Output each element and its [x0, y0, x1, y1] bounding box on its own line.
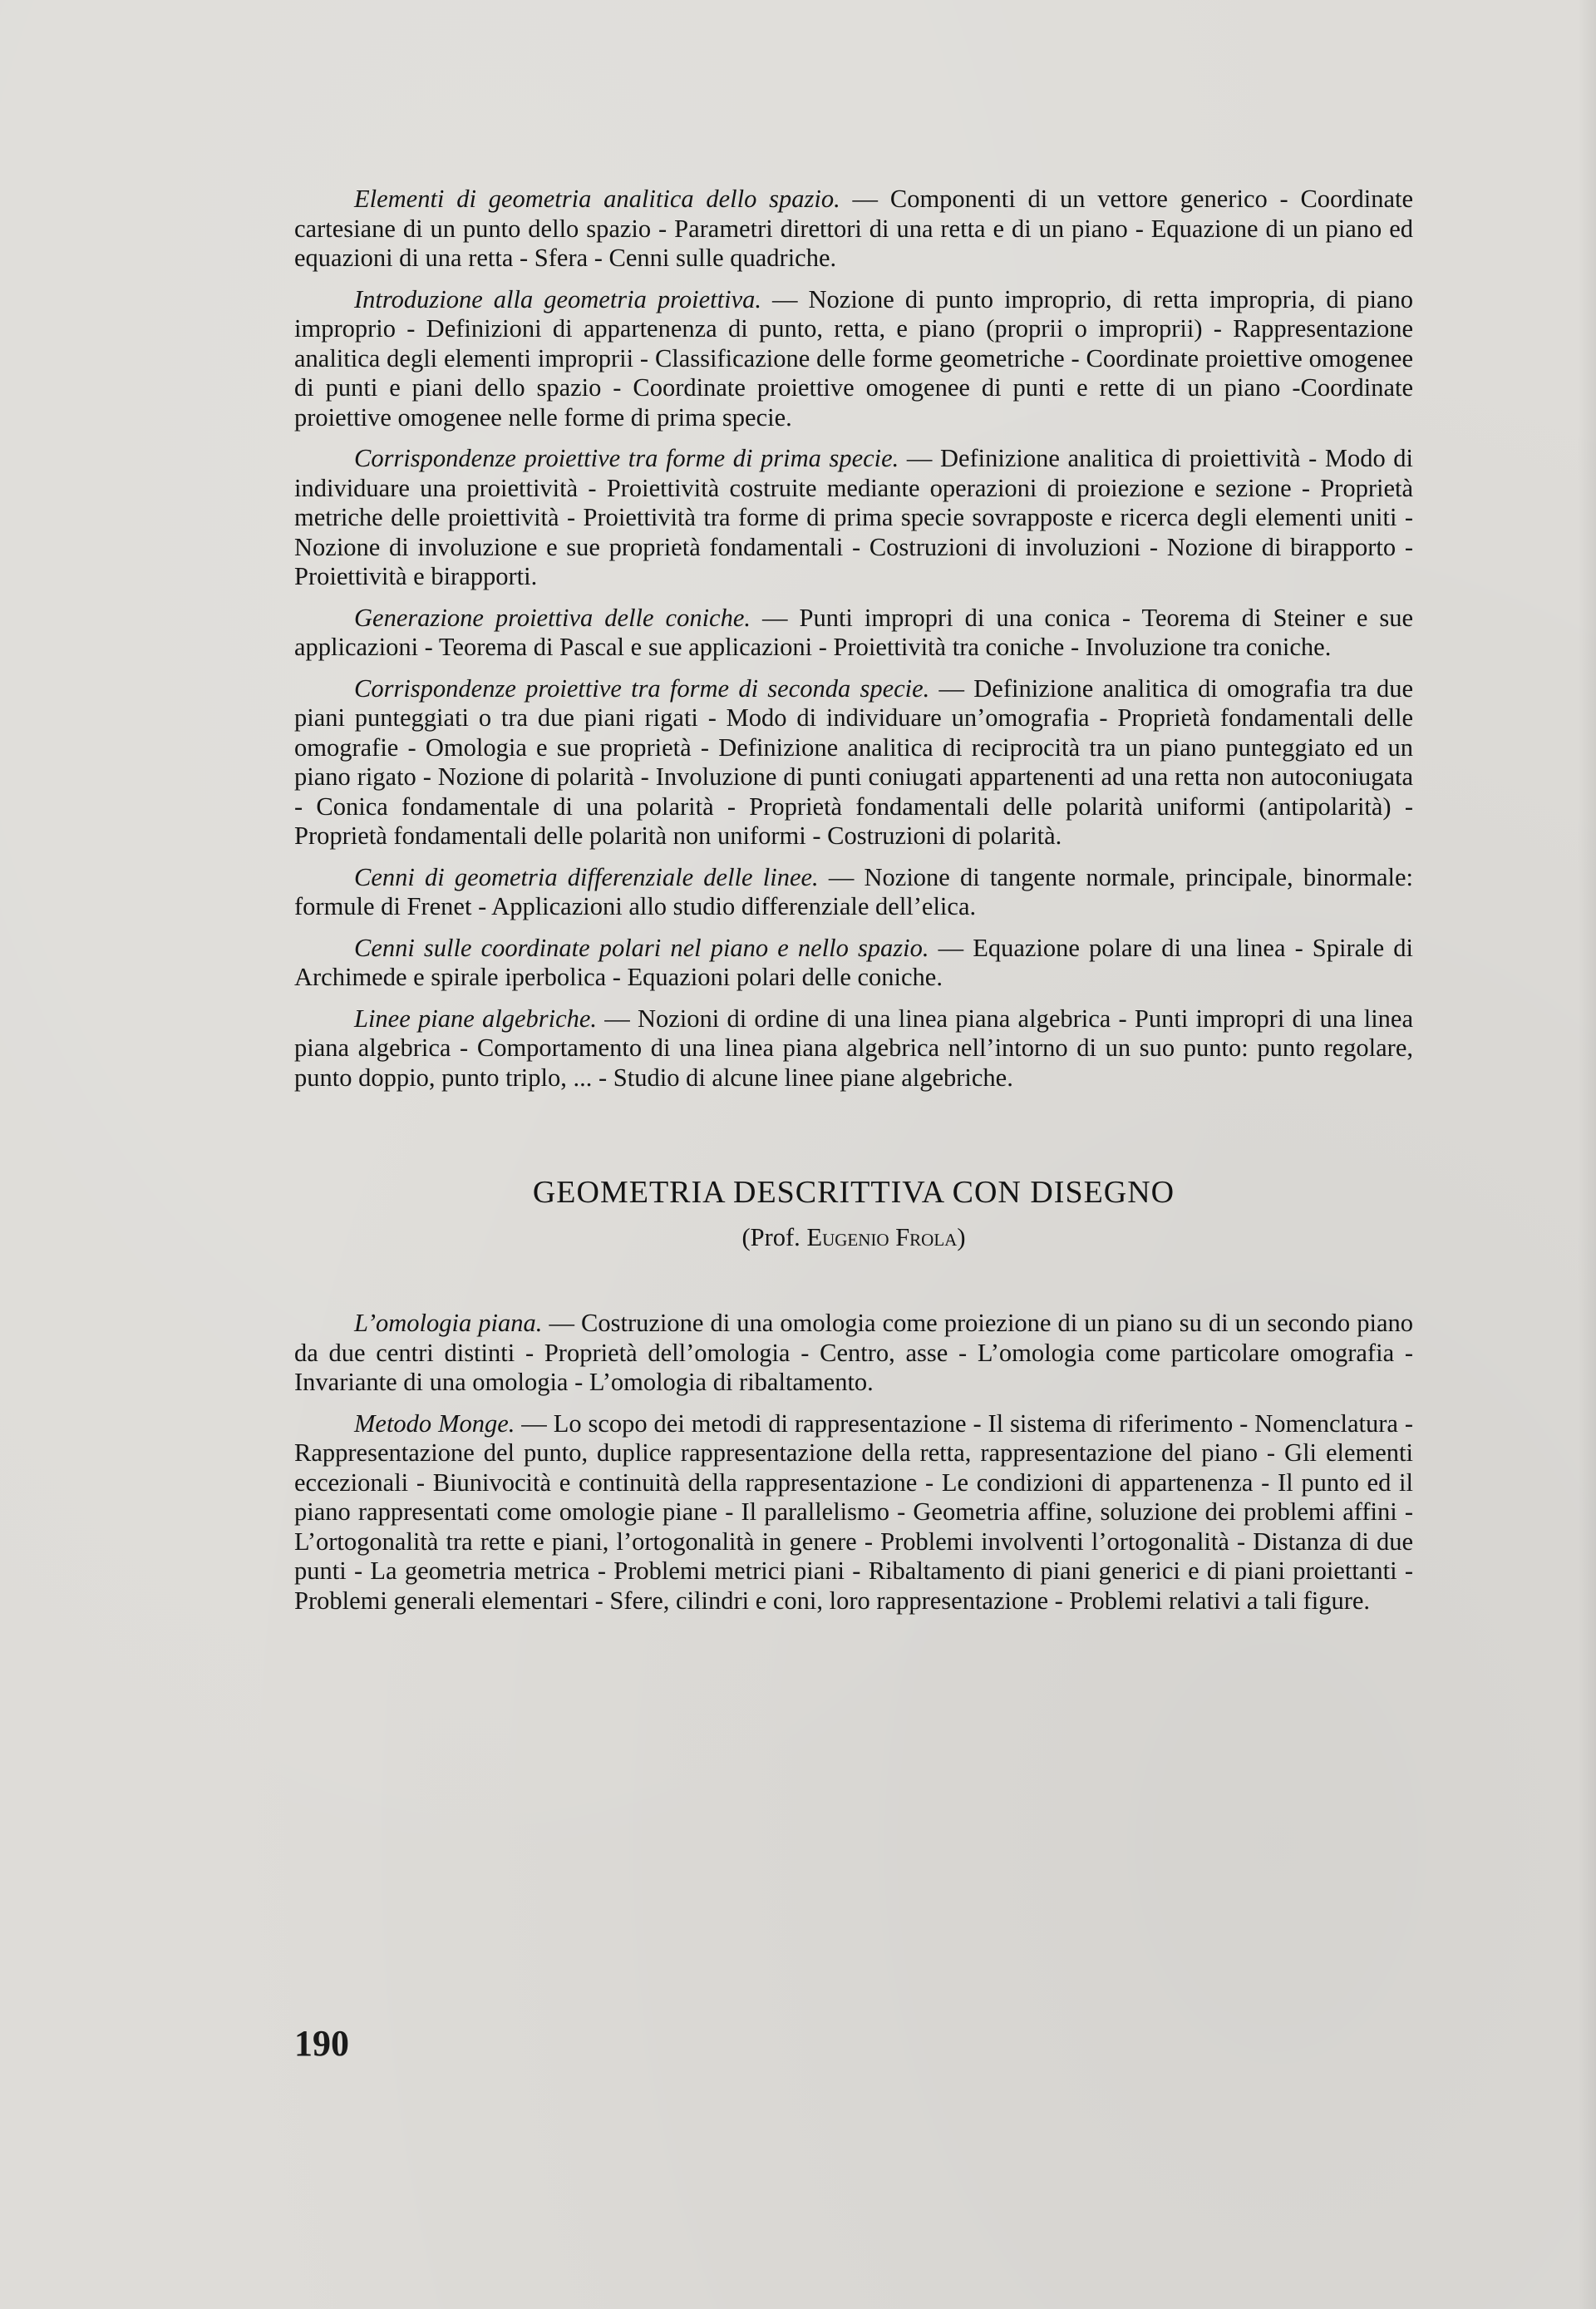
paragraph-body: Componenti di un vettore generico - Coordinate cartesiane di un punto dello spazio - Parametri direttori di una retta e di un piano - Equazione di un piano ed equazioni di una retta - Sfera - Cenni sulle quadriche.	[294, 185, 1413, 272]
paragraph-heading: Elementi di geometria analitica dello spazio.	[354, 185, 840, 213]
paragraph-heading: L’omologia piana.	[354, 1309, 543, 1337]
paragraph-body: Punti impropri di una conica - Teorema di Steiner e sue applicazioni - Teorema di Pascal e sue applicazioni - Proiettività tra coniche - Involuzione tra coniche.	[294, 603, 1414, 661]
paragraph-body: Nozione di punto improprio, di retta impropria, di piano improprio - Definizioni di appartenenza di punto, retta, e piano (proprii o improprii) - Rappresentazione analitica degli elementi improprii - Classificazione delle forme geometriche - Coordinate proiettive omogenee di punti e piani dello spazio - Coordinate proiettive omogenee di punti e rette di un piano -Coordinate proiettive omogenee nelle forme di prima specie.	[294, 284, 1414, 432]
paragraph-analytic-geometry	[294, 185, 1413, 274]
separator: —	[751, 603, 800, 632]
paragraph-body: Equazione polare di una linea - Spirale di Archimede e spirale iperbolica - Equazioni polari delle coniche.	[294, 933, 1413, 991]
page-text	[294, 185, 1413, 1627]
paragraph-body: Definizione analitica di omografia tra due piani punteggiati o tra due piani rigati - Modo di individuare un’omografia - Proprietà fondamentali delle omografie - Omologia e sue proprietà - Definizione analitica di reciprocità tra un piano punteggiato ed un piano rigato - Nozione di polarità - Involuzione di punti coniugati appartenenti ad una retta non autoconiugata - Conica fondamentale di una polarità - Proprietà fondamentali delle polarità uniformi (antipolarità) - Proprietà fondamentali delle polarità non uniformi - Costruzioni di polarità.	[294, 673, 1413, 850]
professor-last-name: Frola	[895, 1223, 958, 1251]
paragraph-body: Nozioni di ordine di una linea piana algebrica - Punti impropri di una linea piana algebrica - Comportamento di una linea piana algebrica nell’intorno di un suo punto: punto regolare, punto doppio, punto triplo, ... - Studio di alcune linee piane algebriche.	[294, 1004, 1413, 1092]
paragraph-heading: Cenni di geometria differenziale delle linee.	[354, 862, 819, 891]
separator: —	[542, 1309, 582, 1337]
section-title: GEOMETRIA DESCRITTIVA CON DISEGNO	[532, 1175, 1175, 1210]
paragraph-body: Lo scopo dei metodi di rappresentazione - Il sistema di riferimento - Nomenclatura - Rappresentazione del punto, duplice rappresentazione della retta, rappresentazione del piano - Gli elementi eccezionali - Biunivocità e continuità della rappresentazione - Le condizioni di appartenenza - Il punto ed il piano rappresentati come omologie piane - Il parallelismo - Geometria affine, soluzione dei problemi affini - L’ortogonalità tra rette e piani, l’ortogonalità in genere - Problemi involventi l’ortogonalità - Distanza di due punti - La geometria metrica - Problemi metrici piani - Ribaltamento di piani generici e di piani proiettanti - Problemi generali elementari - Sfere, cilindri e coni, loro rappresentazione - Problemi relativi a tali figure.	[294, 1409, 1413, 1615]
professor-suffix: )	[957, 1223, 966, 1251]
professor-first-name: Eugenio	[806, 1223, 889, 1251]
paragraph-differential-geometry	[294, 863, 1413, 922]
separator: —	[597, 1004, 638, 1033]
page-number: 190	[294, 2023, 349, 2064]
separator: —	[515, 1409, 554, 1438]
paragraph-body: Nozione di tangente normale, principale, binormale: formule di Frenet - Applicazioni allo studio differenziale dell’elica.	[294, 862, 1413, 920]
paragraph-first-species	[294, 444, 1413, 592]
separator: —	[840, 185, 890, 213]
paragraph-conics	[294, 604, 1413, 663]
paragraph-polar-coordinates	[294, 934, 1413, 993]
paragraph-heading: Introduzione alla geometria proiettiva.	[354, 284, 761, 313]
separator: —	[761, 284, 809, 313]
separator: —	[818, 862, 864, 891]
professor-prefix: (Prof.	[741, 1223, 807, 1251]
paragraph-body: Definizione analitica di proiettività - Modo di individuare una proiettività - Proiettività costruite mediante operazioni di proiezione e sezione - Proprietà metriche delle proiettività - Proiettività tra forme di prima specie sovrapposte e ricerca degli elementi uniti - Nozione di involuzione e sue proprietà fondamentali - Costruzioni di involuzioni - Nozione di birapporto - Proiettività e birapporti.	[294, 444, 1414, 590]
separator: —	[899, 444, 940, 472]
paragraph-heading: Corrispondenze proiettive tra forme di seconda specie.	[354, 673, 930, 703]
paragraph-second-species	[294, 674, 1413, 851]
paragraph-algebraic-curves	[294, 1004, 1413, 1093]
paragraph-heading: Metodo Monge.	[354, 1409, 515, 1438]
paragraph-heading: Generazione proiettiva delle coniche.	[354, 603, 751, 632]
separator: —	[929, 933, 973, 962]
paragraph-projective-intro	[294, 285, 1413, 433]
professor-line	[294, 1222, 1413, 1252]
paragraph-heading: Cenni sulle coordinate polari nel piano e nello spazio.	[354, 933, 929, 962]
separator: —	[929, 673, 974, 703]
paragraph-heading: Corrispondenze proiettive tra forme di prima specie.	[354, 444, 899, 472]
paragraph-body: Costruzione di una omologia come proiezione di un piano su di un secondo piano da due centri distinti - Proprietà dell’omologia - Centro, asse - L’omologia come particolare omografia - Invariante di una omologia - L’omologia di ribaltamento.	[294, 1309, 1414, 1396]
paragraph-monge-method	[294, 1409, 1413, 1616]
paragraph-heading: Linee piane algebriche.	[354, 1004, 598, 1033]
paragraph-plane-homology	[294, 1309, 1413, 1398]
